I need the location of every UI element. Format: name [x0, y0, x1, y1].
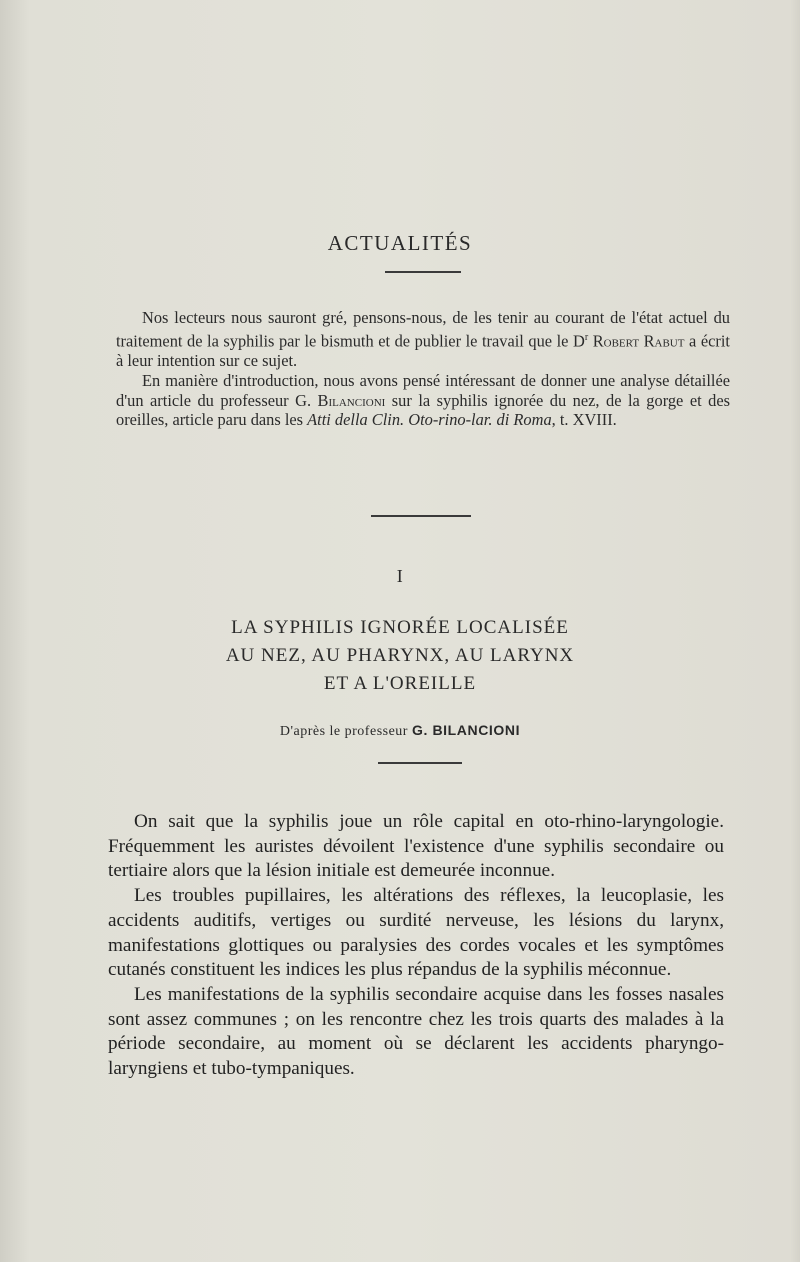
intro-paragraph-2: En manière d'introduction, nous avons pensé intéressant de donner une analyse détaillée d'un article du professeur G. Bilancioni sur la syphilis ignorée du nez, de la gorge et des oreilles, article paru dans les Atti della Clin. Oto-rino-lar. di Roma, t. XVIII.: [116, 370, 730, 430]
intro-text: [116, 308, 730, 430]
title-rule: [385, 271, 461, 273]
intro-paragraph-1: Nos lecteurs nous sauront gré, pensons-nous, de les tenir au courant de l'état actuel du traitement de la syphilis par le bismuth et de publier le travail que le $D^r$ Robert Rabut a écrit à leur intention sur ce sujet.: [116, 308, 730, 371]
article-byline: D'après le professeur G. BILANCIONI: [279, 722, 521, 739]
byline-rule: [378, 762, 462, 764]
article-title-line-3: ET A L'OREILLE: [323, 673, 477, 694]
article-title-line-2: AU NEZ, AU PHARYNX, AU LARYNX: [225, 645, 575, 666]
article-body: [108, 810, 724, 1082]
section-title: ACTUALITÉS: [327, 231, 473, 255]
article-number: I: [396, 566, 404, 586]
article-title-line-1: LA SYPHILIS IGNORÉE LOCALISÉE: [231, 617, 569, 638]
body-paragraph-1: On sait que la syphilis joue un rôle capital en oto-rhino-laryngologie. Fréquemment les auristes dévoilent l'existence d'une syphilis secondaire ou tertiaire alors que la lésion initiale est demeurée inconnue.: [108, 811, 724, 882]
body-paragraph-2: Les troubles pupillaires, les altérations des réflexes, la leucoplasie, les accidents auditifs, vertiges ou surdité nerveuse, les lésions du larynx, manifestations glottiques ou paralysies des cordes vocales et les symptômes cutanés constituent les indices les plus répandus de la syphilis méconnue.: [108, 885, 724, 981]
body-paragraph-3: Les manifestations de la syphilis secondaire acquise dans les fosses nasales sont assez communes ; on les rencontre chez les trois quarts des malades à la période secondaire, au moment où se déclarent les accidents pharyngo-laryngiens et tubo-tympaniques.: [108, 983, 724, 1080]
section-rule: [371, 515, 471, 517]
